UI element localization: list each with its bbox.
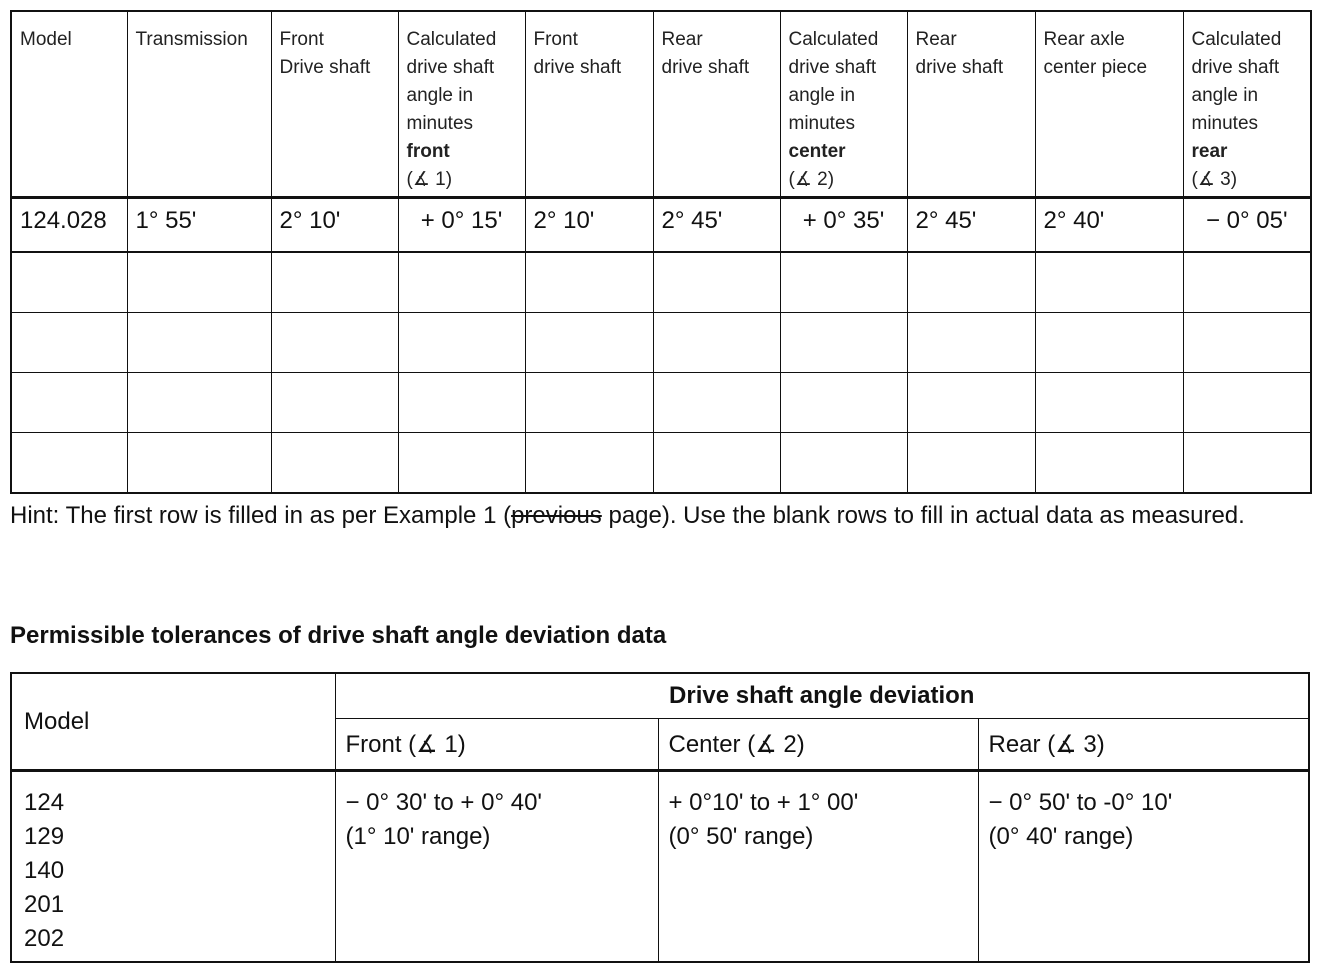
blank-cell [907, 252, 1035, 313]
header-front-drive-shaft: Front Drive shaft [271, 11, 398, 198]
blank-cell [11, 252, 127, 313]
header-model: Model [11, 11, 127, 198]
model-item: 201 [24, 891, 65, 918]
blank-cell [271, 373, 398, 433]
blank-cell [780, 252, 907, 313]
model-item: 124 [24, 789, 65, 816]
cell-rear-axle-center-piece: 2° 40' [1035, 198, 1183, 253]
blank-cell [653, 433, 780, 494]
blank-cell [1183, 373, 1311, 433]
subheader-front: Front (∡ 1) [335, 719, 658, 771]
cell-front-drive-shaft: 2° 10' [271, 198, 398, 253]
header-calculated-front: Calculated drive shaft angle in minutes front (∡ 1) [398, 11, 525, 198]
cell-front-drive-shaft-2: 2° 10' [525, 198, 653, 253]
cell-transmission: 1° 55' [127, 198, 271, 253]
cell-rear-drive-shaft-2: 2° 45' [907, 198, 1035, 253]
blank-row [11, 252, 1311, 313]
blank-cell [1035, 252, 1183, 313]
blank-cell [653, 252, 780, 313]
blank-cell [271, 252, 398, 313]
model-item: 202 [24, 925, 65, 952]
tolerances-model-header: Model [11, 673, 335, 771]
tolerances-table [10, 672, 1310, 963]
models-list [11, 771, 335, 963]
range-value: − 0° 30' to + 0° 40' [345, 789, 542, 816]
blank-cell [1183, 433, 1311, 494]
cell-calculated-center: + 0° 35' [780, 198, 907, 253]
subheader-rear: Rear (∡ 3) [978, 719, 1309, 771]
blank-cell [398, 373, 525, 433]
blank-cell [127, 252, 271, 313]
blank-cell [907, 373, 1035, 433]
range-value: − 0° 50' to -0° 10' [988, 789, 1173, 816]
blank-cell [907, 313, 1035, 373]
blank-cell [907, 433, 1035, 494]
range-rear [978, 771, 1309, 963]
range-center [658, 771, 978, 963]
cell-calculated-rear: − 0° 05' [1183, 198, 1311, 253]
header-calculated-center: Calculated drive shaft angle in minutes center (∡ 2) [780, 11, 907, 198]
header-rear-drive-shaft-2: Rear drive shaft [907, 11, 1035, 198]
blank-cell [525, 433, 653, 494]
cell-calculated-front: + 0° 15' [398, 198, 525, 253]
blank-cell [1035, 373, 1183, 433]
model-item: 140 [24, 857, 65, 884]
blank-row [11, 373, 1311, 433]
blank-cell [525, 252, 653, 313]
blank-cell [525, 313, 653, 373]
blank-cell [11, 373, 127, 433]
range-note: (0° 50' range) [668, 823, 814, 850]
range-front [335, 771, 658, 963]
table-header-row [11, 11, 1311, 198]
blank-cell [127, 313, 271, 373]
blank-row [11, 433, 1311, 494]
model-item: 129 [24, 823, 65, 850]
range-value: + 0°10' to + 1° 00' [668, 789, 859, 816]
blank-cell [780, 313, 907, 373]
blank-cell [11, 433, 127, 494]
hint-text: Hint: The first row is filled in as per Example 1 (previous page). Use the blank rows to fill in actual data as measured. [10, 502, 1245, 529]
range-note: (0° 40' range) [988, 823, 1134, 850]
blank-cell [398, 313, 525, 373]
blank-cell [127, 433, 271, 494]
drive-shaft-angle-table [10, 10, 1312, 494]
blank-cell [653, 373, 780, 433]
tolerances-heading: Permissible tolerances of drive shaft angle deviation data [10, 622, 667, 649]
table-row [11, 198, 1311, 253]
blank-cell [1035, 433, 1183, 494]
table-row [11, 771, 1309, 963]
blank-cell [1183, 252, 1311, 313]
blank-row [11, 313, 1311, 373]
blank-cell [398, 433, 525, 494]
blank-cell [780, 433, 907, 494]
header-front-drive-shaft-2: Front drive shaft [525, 11, 653, 198]
blank-cell [525, 373, 653, 433]
blank-cell [780, 373, 907, 433]
blank-cell [1035, 313, 1183, 373]
header-transmission: Transmission [127, 11, 271, 198]
range-note: (1° 10' range) [345, 823, 491, 850]
blank-cell [127, 373, 271, 433]
header-calculated-rear: Calculated drive shaft angle in minutes rear (∡ 3) [1183, 11, 1311, 198]
blank-cell [1183, 313, 1311, 373]
struck-word: previous [511, 502, 602, 529]
blank-cell [11, 313, 127, 373]
header-rear-drive-shaft: Rear drive shaft [653, 11, 780, 198]
subheader-center: Center (∡ 2) [658, 719, 978, 771]
blank-cell [271, 313, 398, 373]
deviation-group-header: Drive shaft angle deviation [335, 673, 1309, 719]
blank-cell [271, 433, 398, 494]
cell-model: 124.028 [11, 198, 127, 253]
cell-rear-drive-shaft: 2° 45' [653, 198, 780, 253]
header-rear-axle-center-piece: Rear axle center piece [1035, 11, 1183, 198]
blank-cell [653, 313, 780, 373]
tolerances-header-row [11, 673, 1309, 719]
blank-cell [398, 252, 525, 313]
